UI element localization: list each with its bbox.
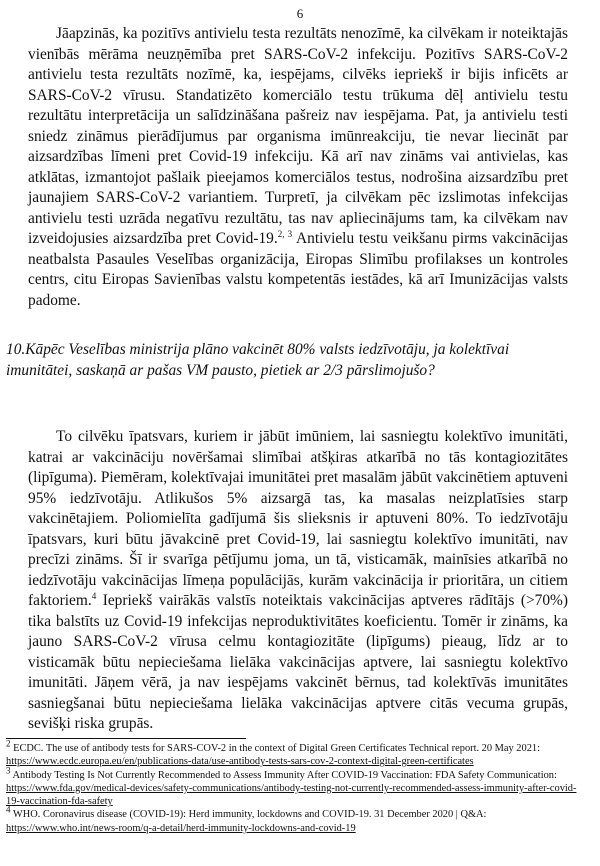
footnote <box>6 738 586 769</box>
footnote-text: ECDC. The use of antibody tests for SARS-COV-2 in the context of Digital Green Certificates Technical report. 20 May 2021: <box>10 743 540 754</box>
paragraph-herd-immunity <box>28 427 568 735</box>
footnote-text: Antibody Testing Is Not Currently Recommended to Assess Immunity After COVID-19 Vaccination: FDA Safety Communication: <box>10 769 557 781</box>
question-number: 10. <box>6 341 26 358</box>
paragraph-antibody-tests <box>28 24 568 311</box>
paragraph-text: To cilvēku īpatsvars, kuriem ir jābūt imūniem, lai sasniegtu kolektīvo imunitāti, katrai ar vakcināciju novēršamai slimībai atšķiras atkarībā no tās kontagiozitātes (lipīguma). Piemēram, kolektīvajai imunitātei pret masalām jābūt vakcinētiem aptuveni 95% iedzīvotāju. Atlikušos 5% aizsargā tas, ka masalas neizplatīsies starp vakcinētajiem. Poliomielīta gadījumā šis slieksnis ir aptuveni 80%. To iedzīvotāju īpatsvars, kuri būtu jāvakcinē pret Covid-19, lai sasniegtu kolektīvo imunitāti, nav precīzi zināms. Šī ir svarīga pētījumu joma, un tā, visticamāk, mainīsies atkarībā no iedzīvotāju vakcinācijas līmeņa populācijās, kurām vakcinācija ir prioritāra, un citiem faktoriem. <box>28 428 568 609</box>
footnote-ref[interactable]: 4 <box>91 590 97 601</box>
footnote-link[interactable]: https://www.who.int/news-room/q-a-detail/herd-immunity-lockdowns-and-covid-19 <box>6 822 356 834</box>
paragraph-text-continued: Iepriekš vairākās valstīs noteiktais vakcinācijas aptveres rādītājs (>70%) tika balstīts uz Covid-19 infekcijas neproduktivitātes koeficientu. Tomēr ir zināms, ka jauno SARS-CoV-2 vīrusa celmu kontagiozitāte (lipīgums) pieaug, līdz ar to visticamāk būtu nepieciešama lielāka vakcinācijas aptvere, lai sasniegtu kolektīvo imunitāti. Jāņem vērā, ja nav iespējams vakcinēt bērnus, tad kolektīvās imunitātes sasniegšanai būtu nepieciešama lielāka vakcinācijas aptvere citās vecuma grupās, sevišķi riska grupās. <box>28 592 568 732</box>
footnote-link[interactable]: https://www.ecdc.europa.eu/en/publications-data/use-antibody-tests-sars-cov-2-context-digital-green-certificates <box>6 756 474 768</box>
footnote-divider <box>6 738 246 739</box>
footnote <box>6 765 586 809</box>
paragraph-text: Jāapzinās, ka pozitīvs antivielu testa rezultāts nenozīmē, ka cilvēkam ir noteiktajās vienībās mērāma neuzņēmība pret SARS-CoV-2 infekciju. Pozitīvs SARS-CoV-2 antivielu testa rezultāts nozīmē, ka, iespējams, cilvēks iepriekš ir bijis inficēts ar SARS-CoV-2 vīrusu. Standatizēto komerciālo testu trūkuma dēļ antivielu testu rezultātu interpretācija un salīdzināšana pašreiz nav iespējama. Pat, ja antivielu testi sniedz zināmus pierādījumus par organisma imūnreakciju, tie nevar liecināt par aizsardzības līmeni pret Covid-19 infekciju. Kā arī nav zināms vai antivielas, kas atklātas, izmantojot pašlaik pieejamos komerciālos testus, nodrošina aizsardzību pret jaunajiem SARS-CoV-2 variantiem. Turpretī, ja cilvēkam pēc izslimotas infekcijas antivielu testi uzrāda negatīvu rezultātu, tas nav apliecinājums tam, ka cilvēkam nav izveidojusies aizsardzība pret Covid-19. <box>28 25 568 247</box>
footnote-ref[interactable]: 2, 3 <box>277 228 293 239</box>
footnote-number: 3 <box>6 765 11 776</box>
footnote-text: WHO. Coronavirus disease (COVID-19): Herd immunity, lockdowns and COVID-19. 31 December 2020 | Q&A: <box>10 809 487 821</box>
footnotes <box>6 738 586 835</box>
page-number: 6 <box>296 6 304 21</box>
question-text: Kāpēc Veselības ministrija plāno vakcinēt 80% valsts iedzīvotāju, ja kolektīvai imunitātei, saskaņā ar pašas VM pausto, pietiek ar 2/3 pārslimojušo? <box>6 341 510 379</box>
footnote-number: 4 <box>6 805 11 816</box>
footnote-number: 2 <box>6 738 11 749</box>
paragraph-text-continued: Antivielu testu veikšanu pirms vakcinācijas neatbalsta Pasaules Veselības organizācija, Eiropas Slimību profilakses un kontroles centrs, citu Eiropas Savienības valstu kompetentās iestādes, kā arī Imunizācijas valsts padome. <box>28 230 569 309</box>
footnote-link[interactable]: https://www.fda.gov/medical-devices/safety-communications/antibody-testing-not-currently-recommended-assess-immunity-after-covid-19-vaccination-fda-safety <box>6 782 577 808</box>
footnote <box>6 805 586 835</box>
question-heading <box>6 340 568 381</box>
